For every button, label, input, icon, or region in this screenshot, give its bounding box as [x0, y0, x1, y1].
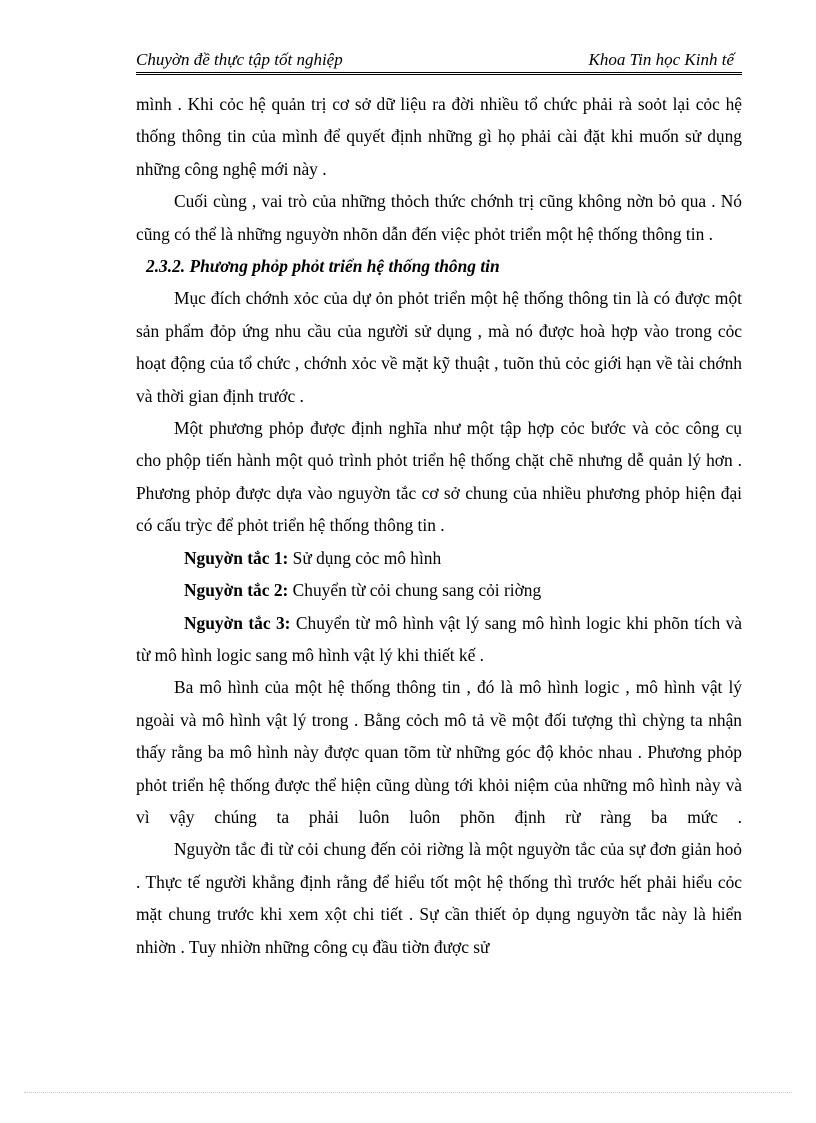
principle-1	[136, 542, 742, 574]
paragraph-5: Ba mô hình của một hệ thống thông tin , đó là mô hình logic , mô hình vật lý ngoài và mô hình vật lý trong . Bằng cỏch mô tả về một đối tượng thì chỳng ta nhận thấy rằng ba mô hình này được quan tõm từ những góc độ khỏc nhau . Phương phỏp phỏt triển hệ thống được thể hiện cũng dùng tới khỏi niệm của những mô hình này và vì vậy chúng ta phải luôn luôn phõn định rừ ràng ba mức .	[136, 677, 742, 827]
page-bottom-border	[24, 1092, 792, 1093]
header-title-right: Khoa Tin học Kinh tế	[588, 50, 734, 69]
paragraph-3: Mục đích chớnh xỏc của dự ỏn phỏt triển một hệ thống thông tin là có được một sản phẩm đỏp ứng nhu cầu của người sử dụng , mà nó được hoà hợp vào trong cỏc hoạt động của tổ chức , chớnh xỏc về mặt kỹ thuật , tuõn thủ cỏc giới hạn về tài chớnh và thời gian định trước .	[136, 288, 742, 406]
paragraph-6: Nguyờn tắc đi từ cỏi chung đến cỏi riờng là một nguyờn tắc của sự đơn giản hoỏ . Thực tế người khẳng định rằng để hiểu tốt một hệ thống thì trước hết phải hiểu cỏc mặt chung trước khi xem xột chi tiết . Sự cần thiết ỏp dụng nguyờn tắc này là hiển nhiờn . Tuy nhiờn những công cụ đầu tiờn được sử	[136, 839, 742, 957]
body-text	[136, 88, 742, 963]
paragraph-2: Cuối cùng , vai trò của những thỏch thức chớnh trị cũng không nờn bỏ qua . Nó cũng có thể là những nguyờn nhõn dẫn đến việc phỏt triển một hệ thống thông tin .	[136, 191, 742, 244]
principle-3-label: Nguyờn tắc 3:	[184, 612, 291, 633]
header-title-left: Chuyờn đề thực tập tốt nghiệp	[136, 50, 343, 69]
principle-2-text: Chuyển từ cỏi chung sang cỏi riờng	[288, 580, 542, 601]
page-header	[136, 48, 742, 75]
section-heading: 2.3.2. Phương phỏp phỏt triển hệ thống thông tin	[146, 256, 500, 277]
principle-2-label: Nguyờn tắc 2:	[184, 580, 289, 601]
paragraph-4: Một phương phỏp được định nghĩa như một tập hợp cỏc bước và cỏc công cụ cho phộp tiến hành một quỏ trình phỏt triển hệ thống chặt chẽ nhưng dễ quản lý hơn . Phương phỏp được dựa vào nguyờn tắc cơ sở chung của nhiều phương phỏp hiện đại có cấu trỳc để phỏt triển hệ thống thông tin .	[136, 418, 742, 536]
principle-3-text: Chuyển từ mô hình vật lý sang mô hình logic khi phõn tích và từ mô hình logic sang mô hình vật lý khi thiết kế .	[136, 612, 742, 665]
principle-3	[136, 607, 742, 672]
principle-2	[136, 574, 742, 606]
paragraph-1: mình . Khi cỏc hệ quản trị cơ sở dữ liệu ra đời nhiều tổ chức phải rà soỏt lại cỏc hệ thống thông tin của mình để quyết định những gì họ phải cài đặt khi muốn sử dụng những công nghệ mới này .	[136, 94, 742, 179]
principle-1-label: Nguyờn tắc 1:	[184, 547, 289, 568]
principle-1-text: Sử dụng cỏc mô hình	[288, 547, 442, 568]
